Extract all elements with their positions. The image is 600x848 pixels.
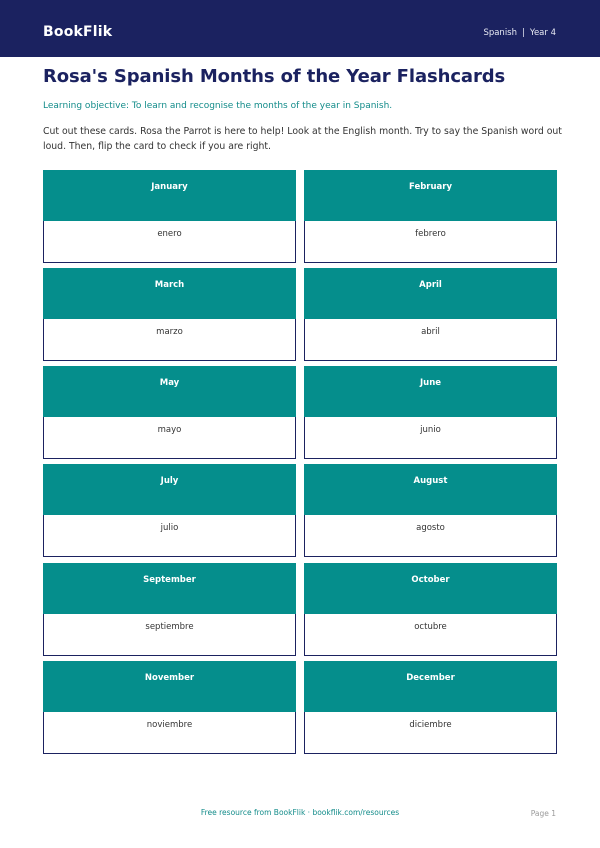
header-meta (483, 28, 556, 38)
card-back-spanish: noviembre (146, 720, 193, 730)
flashcard-february[interactable] (304, 170, 557, 263)
card-back-spanish: julio (160, 523, 179, 533)
card-back-spanish: enero (157, 229, 182, 239)
card-back-spanish: febrero (415, 229, 446, 239)
flashcard-april[interactable] (304, 268, 557, 361)
page-header (0, 0, 600, 57)
card-back-spanish: abril (421, 327, 440, 337)
page-number: Page 1 (530, 809, 556, 818)
card-back-spanish: marzo (156, 327, 183, 337)
flashcard-august[interactable] (304, 464, 557, 557)
card-front-english: September (43, 563, 296, 614)
card-front-english: December (304, 661, 557, 712)
flashcard-october[interactable] (304, 563, 557, 656)
subject-label: Spanish (483, 28, 518, 38)
card-back-spanish: septiembre (145, 622, 194, 632)
card-back-spanish: diciembre (409, 720, 452, 730)
footer-link[interactable]: Free resource from BookFlik · bookflik.com/resources (200, 808, 400, 817)
flashcard-december[interactable] (304, 661, 557, 754)
page-title: Rosa's Spanish Months of the Year Flashcards (43, 66, 506, 87)
learning-objective: Learning objective: To learn and recognise the months of the year in Spanish. (43, 101, 393, 111)
flashcard-may[interactable] (43, 366, 296, 459)
card-back-spanish: mayo (157, 425, 182, 435)
card-front-english: October (304, 563, 557, 614)
flashcard-january[interactable] (43, 170, 296, 263)
card-front-english: April (304, 268, 557, 319)
card-front-english: January (43, 170, 296, 221)
card-front-english: February (304, 170, 557, 221)
flashcard-june[interactable] (304, 366, 557, 459)
card-front-english: May (43, 366, 296, 417)
flashcard-march[interactable] (43, 268, 296, 361)
flashcard-july[interactable] (43, 464, 296, 557)
card-back-spanish: agosto (416, 523, 445, 533)
card-back-spanish: junio (420, 425, 441, 435)
flashcard-september[interactable] (43, 563, 296, 656)
card-front-english: March (43, 268, 296, 319)
header-separator: | (522, 28, 525, 38)
brand-logo: BookFlik (43, 24, 113, 40)
year-label: Year 4 (529, 28, 556, 38)
card-front-english: November (43, 661, 296, 712)
card-back-spanish: octubre (414, 622, 447, 632)
instructions: Cut out these cards. Rosa the Parrot is here to help! Look at the English month. Try to say the Spanish word out loud. Then, flip the card to check if you are right. (43, 126, 562, 152)
card-front-english: July (43, 464, 296, 515)
flashcard-november[interactable] (43, 661, 296, 754)
card-front-english: June (304, 366, 557, 417)
card-front-english: August (304, 464, 557, 515)
